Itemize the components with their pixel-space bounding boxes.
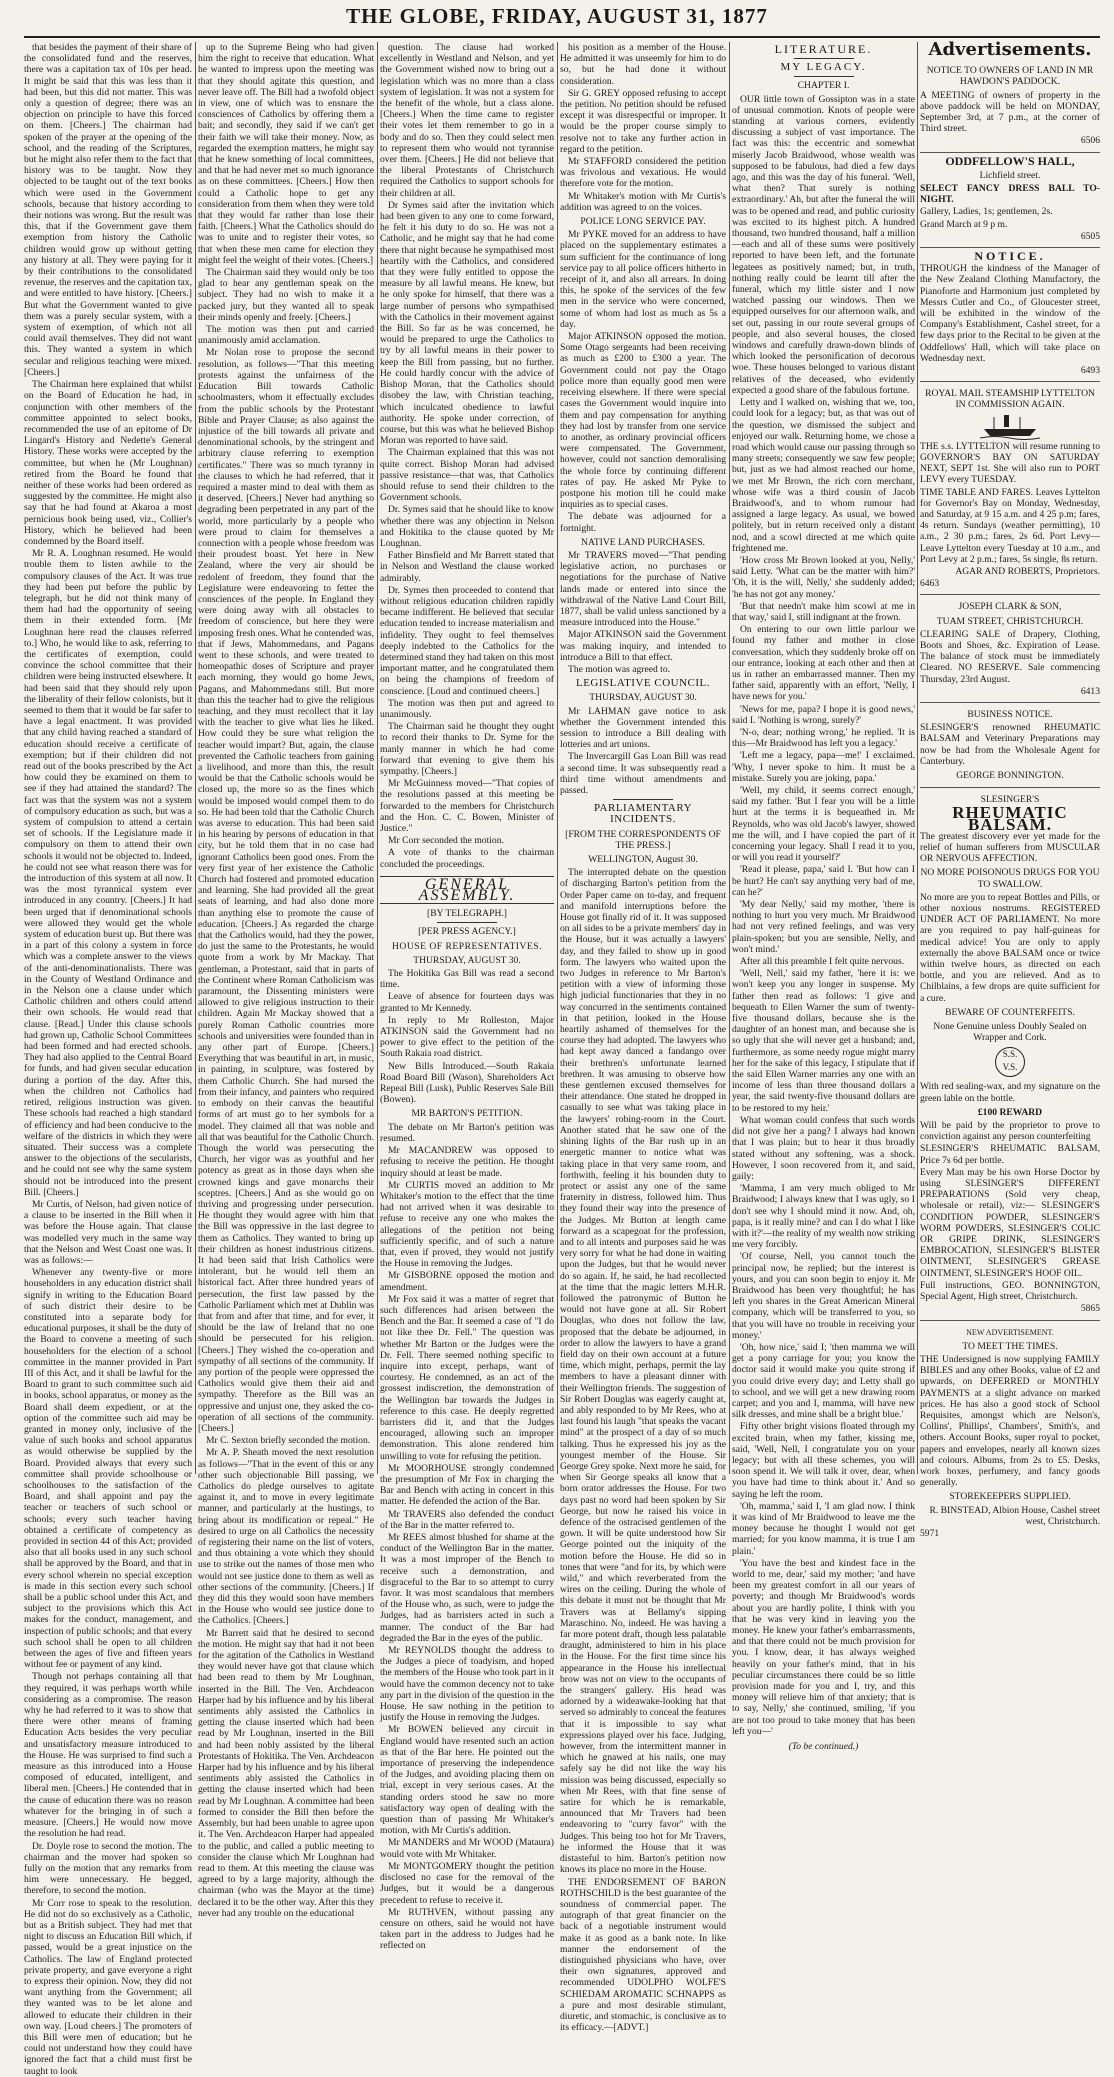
article-paragraph: Mr MACANDREW was opposed to refusing to receive the petition. He thought inquiry should at least be made. [380,1145,554,1179]
section-subheading: HOUSE OF REPRESENTATIVES. [391,940,543,952]
article-paragraph: In reply to Mr Rolleston, Major ATKINSON said the Government had no power to give effect to the petition of the South Rakaia road district. [380,1014,554,1060]
ad-headline: RHEUMATIC BALSAM. [952,803,1068,834]
story-paragraph: OUR little town of Gossipton was in a state of unusual commotion. Knots of people were standing at various corners, evidently discussing a subject of vast importance. The fact was this: the eccentric and somewhat miserly Jacob Braidwood, whose wealth was supposed to be fabulous, had died a few days ago, and this was the day of his funeral. 'Well, what then? That surely is nothing extraordinary.' Ah, but after the funeral the will was to be opened and read, and public curiosity was excited to its highest pitch. A hundred thousand, two hundred thousand, half a million—each and all of these sums were positively reported to have been left, and the fortunate legatees as positively named; but, in truth, nothing really could be learnt till after the funeral, which my little sister and I now watched passing our windows. Then we equipped ourselves for our afternoon walk, and set out, passing in our route several groups of people, and also several houses, the closed windows and carefully drawn-down blinds of which looked the personification of decorous woe. These houses belonged to various distant relatives of the deceased, who evidently expected a good share of the fabulous fortune. [732,93,915,396]
ad-number: 5865 [1080,1303,1100,1315]
article-paragraph: Mr MOORHOUSE strongly condemned the presumption of Mr Fox in charging the Bar and Bench with acting in concert in this matter. He defended the action of the Bar. [380,1462,554,1508]
story-title: MY LEGACY. [780,61,867,74]
ad-text: THROUGH the kindness of the Manager of the New Zealand Clothing Manufactory, the Pianoforte and Harmonium just completed by Messrs Cutler and Co., of Gloucester street, will be exhibited in the window of the Company's Establishment, Cashel street, for a few days prior to the Recital to be given at the Oddfellows' Hall, which will take place on Wednesday next. [920,263,1100,364]
article-paragraph: Mr R. A. Loughnan resumed. He would trouble them to listen awhile to the compulsory clauses of the Act. It was true they had been put before the public by telegraph, but he did not think many of them had had the opportunity of seeing them in their extended form. [Mr Loughnan here read the clauses referred to.] Who, he would like to ask, referring to the certificates of exemption, could convince the school committee that their children were being instructed elsewhere. It had been said that they should rely upon the liberality of their fellow colonists, but it seemed to them that it would be far safer to have a legal enactment. It was provided that any child having reached a standard of education should receive a certificate of exemption; but if their children did not read out of the books prescribed by the Act how could they be examined on them to see if they had attained the standard? The fact was that the system was not a system of compulsory education as such, but was a system of compulsion to attend a certain set of schools. If the Legislature made it compulsory on them to attend their own schools it would not be objected to. Indeed, he could not see what reason there was for the introduction of this system at all now. It was the most tyrannical system ever introduced in any country. [Cheers.] It had been urged that if denominational schools were allowed they would get the whole system of education burst up. But there was in a part of this colony a system in force which was a complete answer to the views of the anti-denominationalists. There was in the County of Westland Ordinance and in the Nelson one a clause under which Catholic children and others could attend their own schools. He would read that clause. [Read.] Under this clause schools had grown up, Catholic School Committees had been formed and had erected schools. They had also applied to the Central Board for funds, and had given secular education during a portion of the day. After this, when the children not Catholics had retired, religious instruction was given. These schools had reached a high standard of efficiency and had been conducive to the welfare of the districts in which they were situated. Their success was a complete answer to the objections of the secularists, and he could not see why the same system should not be introduced into the present Bill. [Cheers.] [24,548,192,1198]
article-paragraph: up to the Supreme Being who had given him the right to receive that education. What he wanted to impress upon the meeting was that they should agitate this question, and never leave off. The Bill had a twofold object in view, one of which was to ensnare the consciences of Catholics by offering them a bait; and secondly, they said if we can't get their faith we will take their money. Now, as regarded the exemption matters, he might say that he knew something of local committees, and that he had never met so much ignorance as on these committees. [Cheers.] How then could a Catholic hope to get any consideration from them when they were told that they would far rather than lose their faith. [Cheers.] What the Catholics should do was to unite and to register their votes, so that when these men came for election they might feel the weight of their votes. [Cheers.] [198,42,374,266]
article-paragraph: A vote of thanks to the chairman concluded the proceedings. [380,847,554,870]
section-heading: LITERATURE. [774,42,873,56]
ad-title: TO MEET THE TIMES. [962,1340,1058,1352]
article-paragraph: The Chairman said they would only be too glad to hear any gentleman speak on the subject. They had no wish to make it a packed jury, but they wanted all to speak their minds openly and freely. [Cheers.] [198,267,374,323]
article-paragraph: Mr REYNOLDS thought the address to the Judges a piece of toadyism, and hoped the members of the House who took part in it would have the common decency not to take any part in the division of the question in the House. He saw nothing in the petition to justify the House in removing the Judges. [380,1645,554,1724]
ad-number: 6463 [920,578,940,590]
article-paragraph: his position as a member of the House. He admitted it was unseemly for him to do so, but he had done it without consideration. [560,42,726,87]
article-paragraph: Mr PYKE moved for an address to have placed on the supplementary estimates a sum sufficient for the continuance of long service pay to all police officers hitherto in receipt of it, and also all arrears. In doing this, he spoke of the services of the few men in the service who were concerned, some of whom had lost as much as 5s a day. [560,229,726,330]
article-paragraph: Dr. Symes then proceeded to contend that without religious education children rapidly became indifferent. He believed that secular education tended to increase materialism and infidelity. They ought to feel themselves deeply indebted to the Catholics for the determined stand they had taken on this most important matter, and he congratulated them on being the champions of freedom of conscience. [Loud and continued cheers.] [380,584,554,697]
story-paragraph: 'News for me, papa? I hope it is good news,' said I. 'Nothing is wrong, surely?' [732,703,915,726]
section-subheading: [BY TELEGRAPH.] [427,908,507,920]
article-paragraph: Mr Corr rose to speak to the resolution. He did not do so exclusively as a Catholic, but as a British subject. They had met that night to discuss an Education Bill which, if passed, would be a great injustice on the Catholics. The law of England protected private property, and gave everyone a right to express their opinion. Now, they did not want anything from the Government; all they wanted was to be let alone and allowed to educate their children in their own way. [Loud cheers.] The promoters of this Bill were men of education; but he could not understand how they could have ignored the fact that a child must first be taught to look [24,1897,192,2077]
article-paragraph: question. The clause had worked excellently in Westland and Nelson, and yet the Government wished now to bring out a legislation which was no more than a class system of legislation. It was not a system for the benefit of the whole, but a class alone. [Cheers.] When the time came to register their votes let them remember to go in a body and do so. Then they could select men to represent them who would not tyrannise over them. [Cheers.] He did not believe that the liberal Protestants of Christchurch required the Catholics to support schools for their children at all. [380,42,554,199]
ad-text: Full instructions, GEO. BONNINGTON, Special Agent, High street, Christchurch. [920,1279,1100,1303]
article-paragraph: Mr Corr seconded the motion. [388,835,504,847]
divider [794,76,854,77]
divider [794,58,854,59]
article-paragraph: Mr Barrett said that he desired to second the motion. He might say that had it not been for the agitation of the Catholics in Westland they would never have got that clause which had been read to them by Mr Loughnan, inserted in the Bill. The Ven. Archdeacon Harper had by his influence and by his liberal sentiments ably assisted the Catholics in getting the clause inserted which had been read by Mr Loughnan, inserted in the Bill and had been nobly assisted by the liberal Protestants of Hokitika. The Ven. Archdeacon Harper had by his influence and by his liberal sentiments ably assisted the Catholics in getting the clause inserted which had been read by Mr Loughnan. A committee had been formed to consider the Bill then before the Assembly, but had been unable to agree upon it. The Ven. Archdeacon Harper had appealed to the public, and called a public meeting to consider the clause which Mr Loughnan had read to them. At this meeting the clause was agreed to by a large majority, although the chairman (who was the Mayor at the time) declared it to be the other way. After this they never had any trouble on the educational [198,1627,374,1919]
article-paragraph: Mr Curtis, of Nelson, had given notice of a clause to be inserted in the Bill when it was before the House again. That clause was modelled very much in the same way that the Nelson and West Coast one was. It was as follows:— [24,1198,192,1266]
dateline: THURSDAY, AUGUST 30. [413,954,521,966]
article-paragraph: Whenever any twenty-five or more householders in any education district shall signify in writing to the Education Board of such district their desire to be constituted into a separate body for educational purposes, it shall be the duty of the Board to convene a meeting of such householders for the election of a school committee in the manner provided in Part III of this Act, and it shall be lawful for the Board to grant to such committee such aid in books, school apparatus, or money as the Board shall deem expedient, or at the option of the committee such aid may be granted in money only, inclusive of the value of such books and school apparatus as would otherwise be supplied by the Board. Provided always that every such committee shall provide schoolhouse or schoolhouses to the satisfaction of the Board, and shall appoint and pay the teacher or teachers of such school or schools; every such teacher having obtained a certificate of competency as provided in section 44 of this Act; provided also that all books used in any such school shall be approved by the Board, and that in every school wherein no special exception is made in this section every such school shall be a public school under this Act, and subject to the provisions which this Act makes for the conduct, management, and inspection of public schools; and that every such school shall be open to all children between the ages of five and fifteen years without fee or payment of any kind. [24,1267,192,1671]
article-paragraph: Father Binsfield and Mr Barrett stated that in Nelson and Westland the clause worked admirably. [380,550,554,584]
ad-text: With red sealing-wax, and my signature on the green lable on the bottle. [920,1081,1100,1104]
column-4 [560,42,726,2034]
ad-text: Gallery, Ladies, 1s; gentlemen, 2s. [920,206,1053,218]
ad-title: SLESINGER'S [980,794,1040,806]
story-paragraph: 'N-o, dear; nothing wrong,' he replied. 'It is this—Mr Braidwood has left you a legacy.' [732,726,915,750]
article-paragraph: The motion was then put and agreed to unanimously. [380,697,554,720]
section-subheading: [FROM THE CORRESPONDENTS OF THE PRESS.] [565,828,721,851]
story-paragraph: 'Well, my child, it seems correct enough,' said my father. 'But I fear you will be a little hurt at the terms it is bequeathed in. Mr Reynolds, who was old Jacob's lawyer, showed me the will, and I have copied the part of it concerning your legacy. Shall I read it to you, or will you read it yourself?' [732,785,915,864]
ad-subheading: BEWARE OF COUNTERFEITS. [945,1006,1075,1018]
divider [613,799,673,800]
story-paragraph: Fifty other bright visions floated through my excited brain, when my father, kissing me, said, 'Well, Nell, I congratulate you on your legacy; but with all these schemes, you will soon spend it. We will talk it over, dear, when you have had time to think about it.' And so saying he left the room. [732,1421,915,1500]
ad-title: NOTICE. [974,249,1046,264]
article-paragraph: The Chairman explained that this was not quite correct. Bishop Moran had advised passive resistance—that was, that Catholics should refuse to send their children to the Government schools. [380,447,554,504]
ad-meet-the-times [920,1321,1100,1545]
article-paragraph: Mr Fox said it was a matter of regret that such differences had arisen between the Bench and the Bar. It seemed a case of "I do not like thee Dr. Fell." The question was whether Mr Barton or the Judges were the Dr. Fell. There seemed nothing specific to inquire into except, perhaps, want of courtesy. He condemned, as an act of the grossest indiscretion, the demonstration of the Wellington bar towards the Judges in reference to this case. He deeply regretted barristers did it, and that the Judges encouraged, allowing such an improper demonstration. This alone rendered him unwilling to vote for refusing the petition. [380,1293,554,1462]
article-paragraph: The debate was adjourned for a fortnight. [560,511,726,534]
ad-joseph-clark [920,595,1100,703]
article-paragraph: Sir G. GREY opposed refusing to accept the petition. No petition should be refused except it was disrespectful or improper. It would be the proper course simply to resolve not to take any further action in regard to the petition. [560,87,726,155]
ad-business-notice [920,703,1100,788]
article-paragraph: Mr TRAVERS moved—"That pending legislative action, no purchases or negotiations for the purchase of Native lands made or entered into since the withdrawal of the Native Land Court Bill, 1877, shall be valid unless sanctioned by a measure introduced into the House." [560,549,726,629]
section-heading: PARLIAMENTARY INCIDENTS. [593,802,693,826]
article-paragraph: Dr. Symes said that he should like to know whether there was any objection in Nelson and Hokitika to the clause quoted by Mr Loughnan. [380,504,554,549]
ad-subheading: £100 REWARD [977,1106,1043,1118]
article-paragraph: Leave of absence for fourteen days was granted to Mr Kennedy. [380,991,554,1014]
story-paragraph: 'But that needn't make him scowl at me in that way,' said I, still indignant at the frown. [732,600,915,623]
article-paragraph: Mr TRAVERS also defended the conduct of the Bar in the matter referred to. [380,1508,554,1531]
article-paragraph: Dr Symes said after the invitation which had been given to any one to come forward, he felt it his duty to do so. He was not a Catholic, and he might say that he had come there that night because he sympathised most heartily with the Catholics, and considered that they were fully entitled to oppose the measure by all lawful means. He knew, but he only spoke for himself, that there was a large number of persons who sympathised with the Catholics in their movement against the Bill. So far as he was concerned, he would be prepared to urge the Catholics to try by all lawful means in their power to keep the Bill from passing, but no further. He could hardly concur with the advice of Bishop Moran, that the Catholics should disobey the law, with Christian teaching, which inculcated obedience to lawful authority. He spoke under correction, of course, but this was what he believed Bishop Moran was reported to have said. [380,199,554,447]
continued-note: (To be continued.) [788,1741,859,1753]
masthead: THE GLOBE, FRIDAY, AUGUST 31, 1877 [346,4,768,28]
article-paragraph: Dr. Doyle rose to second the motion. The chairman and the mover had spoken so fully on the motion that any remarks from him were unnecessary. He begged, therefore, to second the motion. [24,1840,192,1897]
ad-text: SELECT FANCY DRESS BALL TO-NIGHT. [920,183,1100,206]
article-paragraph: Mr Nolan rose to propose the second resolution, as follows—"That this meeting protests against the unfairness of the Education Bill towards Catholic schoolmasters, whom it effectually excludes from the public schools by the Protestant Bible and Prayer Clause; as also against the injustice of the bill towards all private and denominational schools, by the stringent and arbitrary clause referring to exemption certificates." There was so much tyranny in the clauses to which he had referred, that it required a master mind to deal with them as it deserved. [Cheers.] Never had anything so degrading been perpetrated in any part of the world, more particularly by a people who were proud to claim for themselves a connection with a people whose freedom was their proudest boast. Yet here in New Zealand, where the very air should be redolent of freedom, they found that the Legislature were endeavoring to fetter the consciences of the people. In England they were doing away with all obstacles to freedom of conscience, but here they were imposing fresh ones. What he contended was, that if Jews, Mahommedans, and Pagans went to these schools, and were treated to homeopathic doses of Scripture and prayer each morning, they would go home Jews, Pagans, and Mahommedans still. But more than this the teacher had to give the religious teaching, and they must recollect that it lay with the teacher to give what lies he liked. How could they be sure what religion the teacher would impart? But, again, the clause prevented the Catholic teachers from gaining a livelihood, and more than this, the result would be that the Catholic schools would be closed up, the more so as the fines which would be imposed would compel them to do so. He had been told that the Catholic Church was averse to education. This had been said in his hearing by persons of education in that city, but he told them that in no case had ignorant Catholics been good ones. From the very first year of her existence the Catholic Church had fostered and promoted education and learning. She had provided all the great seats of learning, and had also done more than anything else to promote the cause of education. [Cheers.] As regarded the charge that the Catholics would, had they the power, do just the same to the Protestants, he would quote from a work by Mr Mackay. That gentleman, a Protestant, said that in parts of the Continent where Roman Catholicism was paramount, the Dissenting ministers were allowed to give religious instruction to their children. Again Mr Mackay showed that a purely Roman Catholic countries more schools and universities were founded than in any other part of Europe. [Cheers.] Everything that was beautiful in art, in music, in painting, in sculpture, was fostered by them Catholic Church. She had nursed the from their infancy, and painters who required to embody on their canvas the beautiful forms of art must go to her symbols for a model. They claimed all that was noble and all that was beautiful for the Catholic Church. Though the world was persecuting the Church, her vigor was as youthful and her potency as great as in those days when she crowned kings and gave monarchs their sceptres. [Cheers.] And as she would go on thriving and progressing under persecution. He thought they would agree with him that the Bill was oppressive in the last degree to them as Catholics. They wanted to bring up their children as honest industrious citizens. It had been said that Irish Catholics were intolerant, but he would tell them an historical fact. After three hundred years of persecution, the first law passed by the Catholic Parliament which met at Dublin was that from and after that time, and for ever, it should be the law of Ireland that no one should be persecuted for his religion. [Cheers.] They wished the co-operation and sympathy of all sections of the community. If any portion of the people were oppressed the Catholics would give them their aid and sympathy. Therefore as the Bill was an oppressive and unjust one, they asked the co-operation of all sections of the community. [Cheers.] [198,347,374,1434]
article-paragraph: Mr GISBORNE opposed the motion and amendment. [380,1270,554,1293]
column-6-advertisements [920,39,1100,1539]
ad-title: BUSINESS NOTICE. [967,708,1053,720]
article-paragraph: THE ENDORSEMENT OF BARON ROTHSCHILD is the best guarantee of the soundness of commercial paper. The autograph of that great financier on the back of a negotiable instrument would make it as good as a bank note. In like manner the endorsement of the distinguished physicians who have, over their own signatures, approved and recommended UDOLPHO WOLFE'S SCHIEDAM AROMATIC SCHNAPPS as a pure and most desirable stimulant, diuretic, and stomachic, is conclusive as to its efficacy.—[ADVT.] [560,1876,726,2034]
chapter-heading: CHAPTER I. [797,80,850,92]
column-3 [380,42,554,1952]
dateline: THURSDAY, AUGUST 30. [589,692,697,704]
ad-number: 6493 [1080,365,1100,377]
column-divider [917,42,918,1474]
ad-text: THE Undersigned is now supplying FAMILY BIBLES and any other Books, value of £2 and upwards, on DEFERRED or MONTHLY PAYMENTS at a slight advance on marked prices. He has also a good stock of School Requisites, amongst which are Nelson's, Collins', Phillips', Chambers', Smith's, and others. Account Books, super royal to pocket, papers and envelopes, nearly all known sizes and colours. Albums, from 2s to £5. Desks, work boxes, perfumery, and fancy goods generally. [920,1353,1100,1489]
article-paragraph: The debate on Mr Barton's petition was resumed. [380,1121,554,1144]
article-paragraph: The motion was agreed to. [568,663,671,675]
column-divider [557,42,558,1474]
article-paragraph: Mr BOWEN believed any circuit in England would have resented such an action as that of the Bar here. He pointed out the importance of preserving the independence of the Judges, and avoiding placing them on trial, except in very serious cases. At the standing orders stood he saw no more satisfactory way open of dealing with the question than of passing Mr Whitaker's motion, with Mr Curtis's addition. [380,1724,554,1837]
ad-number: 6413 [1080,685,1100,697]
article-paragraph: Mr Whitaker's motion with Mr Curtis's addition was agreed to on the voices. [560,190,726,213]
article-paragraph: Mr STAFFORD considered the petition was frivolous and vexatious. He would therefore vote for the motion. [560,156,726,190]
section-heading: GENERAL ASSEMBLY. [380,876,554,904]
ad-subtitle: Lichfield street. [979,169,1041,181]
column-divider [377,42,378,1474]
ad-text: The greatest discovery ever yet made for the relief of human sufferers from MUSCULAR OR NERVOUS AFFECTION. [920,830,1100,865]
story-paragraph: 'Well, Nell,' said my father, 'here it is: we won't keep you any longer in suspense. My father then read as follows: 'I give and bequeath to Ellen Warner the sum of twenty-five thousand dollars, because she is the daughter of an honest man, and because she is so ugly that she will never get a husband; and, furthermore, as some needy rogue might marry her for the sake of this legacy, I stipulate that if the said Ellen Warner marries any one with an income of less than three thousand dollars a year, the said twenty-five thousand dollars are to be restored to my heir.' [732,968,915,1114]
story-paragraph: 'My dear Nelly,' said my mother, 'there is nothing to hurt you very much. Mr Braidwood had not very refined feelings, and was very plain-spoken; but you are sensible, Nelly, and won't mind.' [732,899,915,955]
story-paragraph: 'Of course, Nell, you cannot touch the principal now, he replied; but the interest is yours, and you can soon begin to enjoy it. Mr Braidwood has been very thoughtful; he has left you shares in the Great American Mineral company, which will be transferred to you, so that you will have no trouble in receiving your money.' [732,1251,915,1341]
ad-land-notice [920,59,1100,152]
ad-title: ROYAL MAIL STEAMSHIP LYTTELTON IN COMMISSION AGAIN. [925,388,1095,411]
article-paragraph: Though not perhaps containing all that they required, it was perhaps worth while considering as a compromise. The reason why he had referred to it was to show that there were other means of framing Education Acts besides the very peculiar and unsatisfactory measure introduced to the House. He was surprised to find such a measure as this introduced into a House composed of educated, intelligent, and liberal men. [Cheers.] He contended that in the cause of education there was no reason whatever for the bringing in of such a measure. [Cheers.] He would now move the resolution he had read. [24,1671,192,1840]
article-paragraph: The motion was then put and carried unanimously amid acclamation. [198,324,374,347]
article-paragraph: The Invercargill Gas Loan Bill was read a second time. It was subsequently read a third time without amendments and passed. [560,751,726,796]
ad-title: JOSEPH CLARK & SON, [958,601,1062,613]
story-paragraph: 'Read it please, papa,' said I. 'But how can I be hurt? He can't say anything very bad of me, can he?' [732,864,915,898]
article-paragraph: Mr A. P. Sheath moved the next resolution as follows—"That in the event of this or any other such objectionable Bill passing, we Catholics do pledge ourselves to agitate against it, and to move in every legitimate manner, and particularly at the hustings, to bring about its modification or repeal." He desired to urge on all Catholics the necessity of registering their name on the list of voters, and thus obtaining a vote which they should use to strike out the names of those men who would not see justice done to them as well as other sections of the community. [Cheers.] If they did this they would soon have members in the House who would see justice done to the Catholics. [Cheers.] [198,1447,374,1627]
ad-text: Every Man may be his own Horse Doctor by using SLESINGER'S DIFFERENT PREPARATIONS (Sold very cheap, wholesale or retail), viz:— SLESINGER'S CONDITION POWDER, SLESINGER'S WORM POWDERS, SLESINGER'S COLIC OR GRIPE DRINK, SLESINGER'S EMBROCATION, SLESINGER'S BLISTER OINTMENT, SLESINGER'S GREASE OINTMENT, SLESINGER'S HOOF OIL. [920,1166,1100,1279]
article-paragraph: Major ATKINSON said the Government was making inquiry, and intended to introduce a Bill to that effect. [560,629,726,663]
ad-title: NOTICE TO OWNERS OF LAND IN MR HAWDON'S PADDOCK. [926,65,1094,88]
story-paragraph: 'How cross Mr Brown looked at you, Nelly,' said Letty. 'What can be the matter with him?' 'Oh, it is the will, Nelly,' she suddenly added; 'he has not got any money.' [732,554,915,600]
subheading: POLICE LONG SERVICE PAY. [580,216,706,228]
article-paragraph: Mr LAHMAN gave notice to ask whether the Government intended this session to introduce a Bill dealing with lotteries and art unions. [560,705,726,751]
subheading: NATIVE LAND PURCHASES. [581,536,705,548]
ad-title: ODDFELLOW'S HALL, [945,153,1075,168]
article-paragraph: Mr RUTHVEN, without passing any censure on others, said he would not have taken part in the address to Judges had he reflected on [380,1906,554,1952]
article-paragraph: Mr MANDERS and Mr WOOD (Mataura) would vote with Mr Whitaker. [380,1837,554,1860]
divider [437,922,497,923]
column-divider [729,42,730,1474]
ad-notice-piano [920,248,1100,382]
article-paragraph: The Hokitika Gas Bill was read a second time. [380,968,554,991]
article-paragraph: Mr McGuinness moved—"That copies of the resolutions passed at this meeting be forwarded to the members for Christchurch and the Hon. C. C. Bowen, Minister of Justice." [380,778,554,835]
ad-oddfellows-hall [920,153,1100,248]
ad-steamship [920,382,1100,595]
article-paragraph: Major ATKINSON opposed the motion. Some Otago sergeants had been receiving as much as £200 to £300 a year. The Government could not pay the Otago police more than equally good men were receiving elsewhere. If there were special cases the Government would inquire into them and pay compensation for anything they had lost by transfer from one service to another, as ordinary provincial officers were compensated. The Government, however, could not sanction demoralising the whole force by continuing different rates of pay. He asked Mr Pyke to postpone his motion till he could make inquiries as to special cases. [560,331,726,511]
story-paragraph: After all this preamble I felt quite nervous. [740,956,905,968]
ad-text: No more are you to repeat Bottles and Pills, or other noxious nostrums. REGISTERED UNDER ACT OF PARLIAMENT. No more are you required to pay half-guineas for medical advice! You are only to apply externally the above BALSAM once or twice within twelve hours, as directed on each bottle, and you are relieved. And as to Chilblains, a few drops are quite sufficient for a cure. [920,891,1100,1004]
section-subheading: [PER PRESS AGENCY.] [418,926,516,938]
dateline: WELLINGTON, August 30. [588,854,698,866]
article-paragraph: Mr REES almost blushed for shame at the conduct of the Wellington Bar in the matter. It was a most improper of the Bench to receive such a demonstration, and disgraceful to the Bar to so attempt to curry favor. It was most scandalous that members of the House who, as such, were to judge the Judges, had as barristers acted in such a manner. The conduct of the Bar had degraded the Bar in the eyes of the public. [380,1532,554,1644]
column-2 [198,42,374,1919]
ad-text: None Genuine unless Doubly Sealed on Wrapper and Cork. [933,1021,1087,1044]
ad-tag: NEW ADVERTISEMENT. [966,1327,1054,1337]
ad-text: THE s.s. LYTTELTON will resume running to GOVERNOR'S BAY ON SATURDAY NEXT, SEPT 1st. She will also run to PORT LEVY every TUESDAY. [920,440,1100,486]
ad-text: Grand March at 9 p m. [920,218,1008,230]
article-paragraph: Mr MONTGOMERY thought the petition disclosed no case for the removal of the Judges, but it would be a dangerous precedent to refuse to receive it. [380,1860,554,1906]
ad-number: 5971 [920,1527,940,1539]
story-paragraph: 'Left me a legacy, papa—me!' I exclaimed. 'Why, I never spoke to him. It must be a mistake. Surely you are joking, papa.' [732,750,915,784]
article-paragraph: New Bills Introduced.—South Rakaia Road Board Bill (Wason), Shareholders Act Repeal Bill (Lusk), Public Reserves Sale Bill (Bowen). [380,1060,554,1106]
ad-name: R. BINSTEAD, Albion House, Cashel street west, Christchurch. [929,1504,1100,1527]
ad-subheading: STOREKEEPERS SUPPLIED. [949,1491,1071,1503]
column-divider [195,42,196,1474]
story-paragraph: 'Mamma, I am very much obliged to Mr Braidwood; I always knew that I was ugly, so I don't see why I should mind it now. And, oh, papa, is it really mine? and can I do what I like with it?'—the reality of my wealth now striking me very forcibly. [732,1183,915,1251]
ad-text: TIME TABLE AND FARES. Leaves Lyttelton for Governor's Bay on Monday, Wednesday, and Saturday, at 9 15 a.m. and 4 25 p.m; fares, 4s return. Sundays (weather permitting), 10 a.m., 2 30 p.m.; fares, 2s 6d. Port Levy—Leave Lyttelton every Tuesday at 10 a.m., and Port Levy at 2 p.m.; fares, 5s single, 8s return. [920,486,1100,565]
story-paragraph: Letty and I walked on, wishing that we, too, could look for a legacy; but, as that was out of the question, we dismissed the subject and enjoyed our walk. Returning home, we chose a road which would cause our passing through so many streets; consequently we saw few people; but, just as we had almost reached our home, we met Mr Brown, the rich corn merchant, whose wife was a third cousin of Jacob Braidwood's, and to whom rumour had assigned a large legacy. As usual, we bowed politely, but in return received only a distant nod, and a scowl directed at me which quite frightened me. [732,397,915,554]
ad-subtitle: TUAM STREET, CHRISTCHURCH. [936,615,1084,627]
story-paragraph: On entering to our own little parlour we found my father and mother in close conversation, which they suddenly broke off on our entrance, looking at each other and then at us in rather an embarrassed manner. Then my father said, apparently with an effort, 'Nelly, I have news for you.' [732,624,915,703]
story-paragraph: What woman could confess that such words did not give her a pang? I always had known that I was plain; but to hear it thus broadly stated without any softening, was a shock. However, I soon recovered from it, and said, gaily: [732,1114,915,1182]
ad-text: SLESINGER'S renowned RHEUMATIC BALSAM and Veterinary Preparations may now be had from the Wholesale Agent for Canterbury. [920,722,1100,767]
masthead-rule [24,36,1100,38]
article-paragraph: Mr C. Sexton briefly seconded the motion. [206,1435,371,1447]
ad-text: A MEETING of owners of property in the above paddock will be held on MONDAY, September 3rd, at 7 p.m., at the corner of Third street. [920,89,1100,135]
article-paragraph: that besides the payment of their share of the consolidated fund and the reserves, there was a capitation tax of 10s per head. It might be said that this was less than it had been, but this did not matter. This was only a question of degree; there was an objection on principle to have this forced on them. [Cheers.] The chairman had spoken of the prayer at the opening of the school, and the reading of the Scriptures, but he might also refer them to the fact that history was to be taught. Now they objected to be taught out of the text books which were used in the Government schools, because that history according to their notions was wrong. But the result was this, that if the Government gave them exemption from history the Catholic children would grow up without getting any history at all. They were paying for it by their contributions to the consolidated revenue, the reserves and the capitation tax, and were entitled to have history. [Cheers.] But what the Government wanted to give them was a purely secular system, with a system of exemption, of which not all could avail themselves. They did not want this. They wanted a system in which secular and religious teaching were mixed. [Cheers.] [24,42,192,378]
section-heading: LEGISLATIVE COUNCIL. [575,677,711,690]
seal-icon: S.S. V.S. [995,1047,1025,1077]
story-paragraph: 'Oh, how nice,' said I; 'then mamma we will get a pony carriage for you; you know the doctor said it would make you quite strong if you could drive every day; and Letty shall go to school, and we will get a new drawing room carpet; and you and I, mamma, will have new silk dresses, and mine shall be a bright blue.' [732,1341,915,1421]
ad-text: SLESINGER'S RHEUMATIC BALSAM, Price 7s 6d per bottle. [920,1143,1100,1166]
column-5 [732,42,915,1753]
ad-name: GEORGE BONNINGTON. [956,769,1064,781]
ad-text: CLEARING SALE of Drapery, Clothing, Boots and Shoes, &c. Expiration of Lease. The balance of stock must be immediately Cleared. NO RESERVE. Sale commencing Thursday, 23rd August. [920,628,1100,685]
steamship-icon [980,413,1040,439]
subheading: MR BARTON'S PETITION. [411,1108,523,1120]
article-paragraph: The interrupted debate on the question of discharging Barton's petition from the Order Paper came on to-day, and frequent and manifold interruptions before the House got finally rid of it. It was supposed on all sides to be a private members' day in the House, but it was actually a lawyers' day, and they failed to show up in good form. The lawyers who waited upon the two Judges in reference to Mr Barton's petition with a view of informing those high judicial functionaries that they in no way concurred in the sentiments contained in that petition, looked in the House heartily ashamed of themselves for the course they had adopted. The lawyers who had kept away danced a fandango over their brethren's unfortunate learned brethren. It was amusing to observe how these gentlemen excused themselves for their attendance. One stated he dropped in casually to see what was taking place in the lawyers' robing-room in the Court. Another stated that he saw one of the shining lights of the Bar rush up in an energetic manner to notice what was taking place in that very same room, and forthwith, feeling it his bounden duty to protect or assist any one of the same fraternity in distress, followed him. Thus they found their way into the presence of the Judges. Mr Button at length came forward as a scapegoat for the profession, and to all intents and purposes said he was very sorry for what he had done in waiting upon the Judges, but that he would never do so again. If, he said, he had recollected at the time that the magic letters M.H.R. followed the patronymic of Button he would not have gone at all. Sir Robert Douglas, who does not follow the law, proposed that the debate be adjourned, in order to allow the lawyers to have a grand field day on their own account at a future time, which might, perhaps, permit the lay members to have a pleasant dinner with their Wellington friends. The suggestion of Sir Robert Douglas was eagerly caught at, and ably responded to by Mr Rees, who at last found his laugh "that speaks the vacant mind" at the prospect of a day of so much talking. Thus he expressed his joy as the youngest member of the House. Sir George Grey spoke. Next more he said, for when Sir George speaks all know that a born orator addresses the House. For two days past no word had been spoken by Sir George, but now he raised his voice in defence of the ostracised gentlemen of the gown. It will be quite understood how Sir George pointed out the iniquity of the motion before the House. He did so in tones that were "and for its, by which were wild," and which reverberated from the wires on the ceiling. During the whole of this debate it must not be thought that Mr Travers was at Bellamy's sipping Maraschino. No, indeed. He was having a far more potent draft, though less palatable draught, administered to him in his place in the House. For the first time since his appearance in the House his intellectual brow was not on view to the occupants of the strangers' gallery. His head was adorned by a wideawake-looking hat that served so admirably to conceal the features that it is impossible to say what expressions played over his face. Judging, however, from the intermittent manner in which he gnawed at his nails, one may safely say he did not like the way his mission was being discussed, especially so when Mr Rees, with that fine sense of satire for which he is remarkable, announced that Mr Travers had been endeavoring to "curry favor" with the Judges. This being too hot for Mr Travers, he informed the House that it was distasteful to him. Barton's petition now knows its place no more in the House. [560,867,726,1876]
advertisements-heading: Advertisements. [928,39,1092,60]
ad-number: 6506 [1080,135,1100,147]
article-paragraph: The Chairman here explained that whilst on the Board of Education he had, in conjunction with other members of the committee appointed to select books, recommended the use of an epitome of Dr Lingard's History and Nedette's General History. These works were accepted by the committee, but when he (Mr Loughnan) retired from the Board he found that neither of these works had been ordered as suggested by the committee. He might also say that he had found at Akaroa a most pernicious book being used, viz., Collier's History, which he believed had been condemned by the Board itself. [24,379,192,547]
ad-rheumatic-balsam [920,788,1100,1320]
story-paragraph: 'Oh, mamma,' said I, 'I am glad now. I think it was kind of Mr Braidwood to leave me the money because he thought I would not get married; for you know mamma, it is true I am plain.' [732,1500,915,1557]
column-1 [24,42,192,2077]
ad-number: 6505 [1080,230,1100,242]
article-paragraph: The Chairman said he thought they ought to record their thanks to Dr. Syme for the manly manner in which he had come forward that evening to give them his sympathy. [Cheers.] [380,721,554,777]
article-paragraph: Mr CURTIS moved an addition to Mr Whitaker's motion to the effect that the time had not arrived when it was desirable to refuse to receive any one who makes the allegations of the petition not being sufficiently specific, and of such a nature that, even if proved, they would not justify the House in removing the Judges. [380,1179,554,1270]
story-paragraph: 'You have the best and kindest face in the world to me, dear,' said my mother; 'and have been my greatest comfort in all our years of poverty; and though Mr Braidwood's words about you are hardly polite, I think with you that he was very kind in leaving you the money. He knew your father's embarrassments, and that there could not be much provision for you. I know, dear, it has always weighed heavily on your father's mind, that in his peculiar circumstances there could be so little provision made for you and I, try, and this money will relieve him of that anxiety; that is to say, Nelly,' she continued, smiling, 'if you are not too proud to take money that has been left you—' [732,1557,915,1737]
ad-text: Will be paid by the proprietor to prove to conviction against any person counterfeiting [920,1120,1100,1143]
ad-subheading: NO MORE POISONOUS DRUGS FOR YOU TO SWALLOW. [920,867,1100,890]
ad-proprietors: AGAR AND ROBERTS, Proprietors. [955,565,1100,577]
